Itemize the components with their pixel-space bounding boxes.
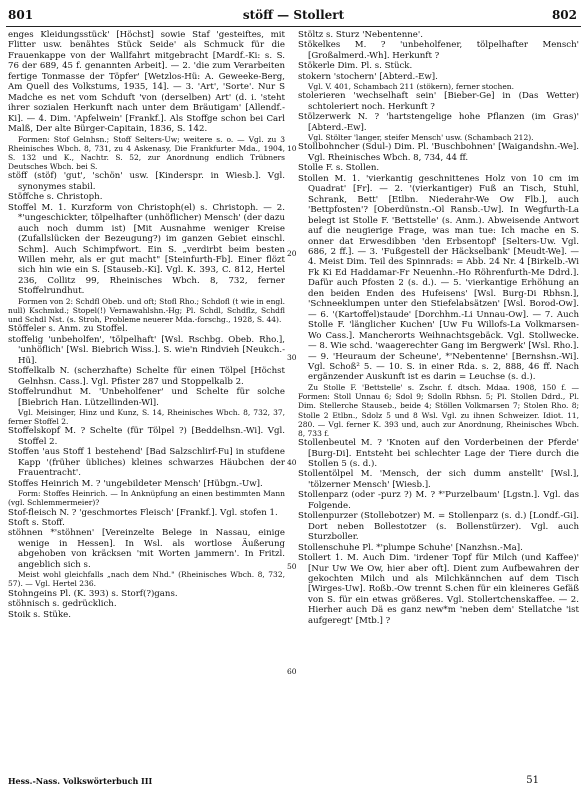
footer-page-number: 51	[526, 775, 539, 786]
dictionary-entry: enges Kleidungsstück' [Höchst] sowie Staf 'gesteiftes, mit Flitter usw. benähtes Stück Seide' als Schmuck für die Frauenkappe von der Wallfahrt mitgebracht [Mardf.-Ki: s. S. 76 der 689, 45 f. genannten Arbeit]. — 2. 'die zum Verarbeiten fertige Tonmasse der Töpfer' [Wetzlos-Hü: A. Geweeke-Berg, Am Quell des Volkstums, 1935, 14]. — 3. 'Art', 'Sorte'. Nur S Madche es net vom Schduft 'von (derselben) Art' (d. i. 'steht ihrer sozialen Herkunft nach unter dem Bräutigam' [Allendf.-Ki]. — 4. Dim. 'Apfelwein' [Frankf.]. Als Stoffge schon bei Carl Malß, Der alte Bürger-Capitain, 1836, S. 142.	[8, 30, 285, 135]
page-number-right: 802	[551, 8, 577, 22]
dictionary-entry: stöff (stöf) 'gut', 'schön' usw. [Kinderspr. in Wiesb.]. Vgl. synonymes stabil.	[8, 171, 285, 192]
entry-note: Formen: Stof Gelnhsn.; Stoff Selters-Uw; weitere s. o. — Vgl. zu 3 Rheinisches Wbch. 8, 731, zu 4 Askenasy, Die Frankfurter Mda., 1904, S. 132 und K., Nachtr. S. 52, zur Anordnung endlich Trübners Deutsches Wbch. bei S.	[8, 134, 285, 172]
dictionary-entry: stoffelig 'unbeholfen', 'tölpelhaft' [Wsl. Rschbg. Obeb. Rho.], 'unhöflich' [Wsl. Biebrich Wiss.]. S. wie'n Rindvieh [Neukch.-Hü].	[8, 334, 285, 366]
dictionary-entry: Stöffche s. Christoph.	[8, 192, 103, 203]
line-number: 60	[287, 667, 297, 676]
line-number: 10	[287, 144, 297, 153]
dictionary-entry: stöhnisch s. gedrücklich.	[8, 599, 117, 610]
dictionary-entry: Stollentölpel M. 'Mensch, der sich dumm anstellt' [Wsl.], 'tölzerner Mensch' [Wiesb.].	[298, 469, 579, 490]
page-footer	[0, 776, 587, 790]
dictionary-entry: stokern 'stochern' [Abterd.-Ew].	[298, 71, 438, 82]
entry-note: Meist wohl gleichfalls „nach dem Nhd." (Rheinisches Wbch. 8, 732, 57). — Vgl. Hertel 236.	[8, 570, 285, 589]
dictionary-entry: Stollenschuhe Pl. *'plumpe Schuhe' [Nanzhsn.-Ma].	[298, 542, 523, 553]
dictionary-entry: Stökelkes M. ? 'unbeholfener, tölpelhafter Mensch' [Großalmerd.-Wh]. Herkunft ?	[298, 40, 579, 61]
page-header	[0, 7, 587, 25]
right-column	[298, 30, 579, 768]
dictionary-entry: Stöltz s. Sturz 'Nebentenne'.	[298, 30, 423, 40]
dictionary-entry: Stoffelskopf M. ? Schelte (für Tölpel ?) [Beddelhsn.-Wi]. Vgl. Stoffel 2.	[8, 426, 285, 447]
entry-note: Vgl. Stölter 'langer, steifer Mensch' usw. (Schambach 212).	[308, 133, 534, 143]
line-number: 40	[287, 458, 297, 467]
entry-note: Vgl. V. 401, Schambach 211 (stökern), ferner stochen.	[308, 82, 514, 92]
line-number: 30	[287, 353, 297, 362]
dictionary-entry: Stoffelrundhut M. 'Unbeholfener' und Schelte für solche [Biebrich Han. Lützellinden-Wl].	[8, 387, 285, 408]
dictionary-entry: stöhnen *'stöhnen' [Vereinzelte Belege in Nassau, einige wenige in Hessen]. In Wsl. als wortlose Äußerung abgehoben von kräcksen 'mit Worten jammern'. In Fritzl. angeblich sich s.	[8, 528, 285, 570]
line-number: 50	[287, 562, 297, 571]
dictionary-entry: Stoft s. Stoff.	[8, 518, 65, 528]
entry-note: Form: Stoffes Heinrich. — In Anknüpfung an einen bestimmten Mann (vgl. Schlemmermeier)?	[8, 489, 285, 508]
dictionary-entry: Stöffeler s. Anm. zu Stoffel.	[8, 324, 128, 335]
entry-note: Formen von 2: Schdfl Obeb. und oft; Stofl Rho.; Schdofl (t wie in engl. null) Kschmkd.; Stopel(!) Vernawahlshn.-Hg; Pl. Schdl, Schdflz, Schdfl und Schdl Nst. (s. Stroh, Probleme neuerer Mda.-forschg., 1928, S. 44).	[8, 296, 285, 325]
dictionary-entry: stolerieren 'wechselhaft sein' [Bieber-Ge] in (Das Wetter) schtoleriert noch. Herkunft ?	[298, 91, 579, 112]
page-number-left: 801	[8, 8, 34, 22]
entry-note: Zu Stolle F. 'Bettstelle' s. Zschr. f. dtsch. Mdaa. 1908, 150 f. — Formen: Stoll Unnau 6; Sdol 9; Sdolln Rbhsn. 5; Pl. Stollen Ddrd., Pl. Dim. Stellerche Stauseb., beide 4; Stöllen Volkmarsen 7; Stolen Rho. 8; Stolle 2 Etlbn., Sdolz 5 und 8 Wsl. Vgl. zu ihnen Schweizer. Idiot. 11, 280. — Vgl. ferner K. 393 und, auch zur Anordnung, Rheinisches Wbch. 8, 733 f.	[298, 382, 579, 438]
dictionary-entry: Stökerle Dim. Pl. s. Stück.	[298, 61, 413, 72]
dictionary-entry: Stollen M. 1. 'vierkantig geschnittenes Holz von 10 cm im Quadrat' [Fr]. — 2. '(vierkantiger) Fuß an Tisch, Stuhl, Schrank, Bett' [Etlbn. Niederahr-We Ow Flb.], auch 'Bettpfosten'? [Oberdünstn.-Ol Ransb.-Uw]. In Wegfurth-La belegt ist Stolle F. 'Bettstelle' (s. Anm.). Abweisende Antwort auf die neugierige Frage, was man tue: Ich mache en S. onner dat Erwesdibben 'den Erbsentopf' [Selters-Uw. Vgl. 686, 2 ff.]. — 3. 'Fußgestell der Häckselbank' [Meudt-We]. — 4. Meist Dim. Teil des Spinnrads: = Abb. 24 Nr. 4 [Birkelb.-Wi Fk Ki Ed Haddamar-Fr Neuenhn.-Ho Röhrenfurth-Me Ddrd.]. Dafür auch Pfosten 2 (s. d.). — 5. 'vierkantige Erhöhung an den beiden Enden des Hufeisens' [Wsl. Burg-Di Rbhsn.], 'Schneeklumpen unter den Stiefelabsätzen' [Wsl. Borod-Ow]. — 6. '(Kartoffel)staude' [Dorchhm.-Li Unnau-Ow]. — 7. Auch Stolle F. 'länglicher Kuchen' [Uw Fu Willofs-La Volkmarsen-Wo Cass.]. Mancherorts Weihnachtsgebäck. Vgl. Stollwecke. — 8. Wie schd. 'waagerechter Gang im Bergwerk' [Wsl. Rho.]. — 9. 'Heuraum der Scheune', *'Nebentenne' [Bernshsn.-Wi]. Vgl. Schoß² 5. — 10. S. in einer Rda. s. 2, 888, 46 ff. Nach ergänzender Auskunft ist es darin = Leuchse (s. d.).	[298, 173, 579, 383]
dictionary-entry: Stohngeins Pl. (K. 393) s. Storf(?)gans.	[8, 588, 178, 599]
dictionary-entry: Stolle F. s. Stollen.	[298, 163, 380, 174]
dictionary-entry: Stoffel M. 1. Kurzform von Christoph(el) s. Christoph. — 2. *'ungeschickter, tölpelhafter (unhöflicher) Mensch' (der dazu auch noch dumm ist) [Mit Ausnahme weniger Kreise (Zufallslücken der Bezeugung?) im ganzen Gebiet einschl. Schm]. Auch Schimpfwort. Ein S. „verdirbt beim besten Willen mehr, als er gut macht" [Steinfurth-Fb]. Einer flözt sich hin wie ein S. [Stauseb.-Ki]. Vgl. K. 393, C. 812, Hertel 236, Collitz 99, Rheinisches Wbch. 8, 732, ferner Stoffelrundhut.	[8, 202, 285, 297]
dictionary-entry: Stölzerwerk N. ? 'hartstengelige hohe Pflanzen (im Gras)' [Abterd.-Ew].	[298, 112, 579, 133]
dictionary-entry: Stollenpurzer (Stollebotzer) M. = Stollenparz (s. d.) [Londf.-Gi]. Dort neben Bollestotzer (s. Bollenstürzer). Vgl. auch Sturzboller.	[298, 511, 579, 543]
dictionary-entry: Stollenparz (oder -purz ?) M. ? *'Purzelbaum' [Lgstn.]. Vgl. das Folgende.	[298, 490, 579, 511]
dictionary-entry: Stof-fleisch N. ? 'geschmortes Fleisch' [Frankf.]. Vgl. stofen 1.	[8, 507, 278, 518]
entry-note: Vgl. Meisinger, Hinz und Kunz, S. 14, Rheinisches Wbch. 8, 732, 37, ferner Stoffel 2.	[8, 408, 285, 427]
dictionary-entry: Stoffen 'aus Stoff 1 bestehend' [Bad Salzschlirf-Fu] in stufdene Kapp '(früher übliches) kleines schwarzes Häubchen der Frauentracht'.	[8, 447, 285, 479]
dictionary-entry: Stoffelkalb N. (scherzhafte) Schelte für einen Tölpel [Höchst Gelnhsn. Cass.]. Vgl. Pfister 287 und Stoppelkalb 2.	[8, 366, 285, 387]
dictionary-entry: Stollert 1. M. Auch Dim. 'irdener Topf für Milch (und Kaffee)' [Nur Uw We Ow, hier aber oft]. Dient zum Aufbewahren der gekochten Milch und als Milchkännchen auf dem Tisch [Wirges-Uw]. Roßb.-Ow trennt S.chen für ein kleineres Gefäß von S. für ein etwas größeres. Vgl. Stollertchenskaffee. — 2. Hierher auch Dä es ganz new*m 'neben dem' Stellatche 'ist aufgeregt' [Mtb.] ?	[298, 553, 579, 626]
dictionary-entry: Stollbohncher (Sdul-) Dim. Pl. 'Buschbohnen' [Waigandshn.-We]. Vgl. Rheinisches Wbch. 8, 734, 44 ff.	[298, 142, 579, 163]
dictionary-entry: Stoffes Heinrich M. ? 'ungebildeter Mensch' [Hübgn.-Uw].	[8, 478, 263, 489]
left-column	[8, 30, 285, 768]
line-number: 20	[287, 249, 297, 258]
running-head: stöff — Stollert	[242, 8, 345, 22]
dictionary-entry: Stollenbeutel M. ? 'Knoten auf den Vorderbeinen der Pferde' [Burg-Di]. Entsteht bei schlechter Lage der Tiere durch die Stollen 5 (s. d.).	[298, 438, 579, 470]
footer-title: Hess.-Nass. Volkswörterbuch III	[8, 776, 153, 786]
dictionary-entry: Stoik s. Stüke.	[8, 609, 71, 620]
header-rule	[6, 26, 581, 27]
